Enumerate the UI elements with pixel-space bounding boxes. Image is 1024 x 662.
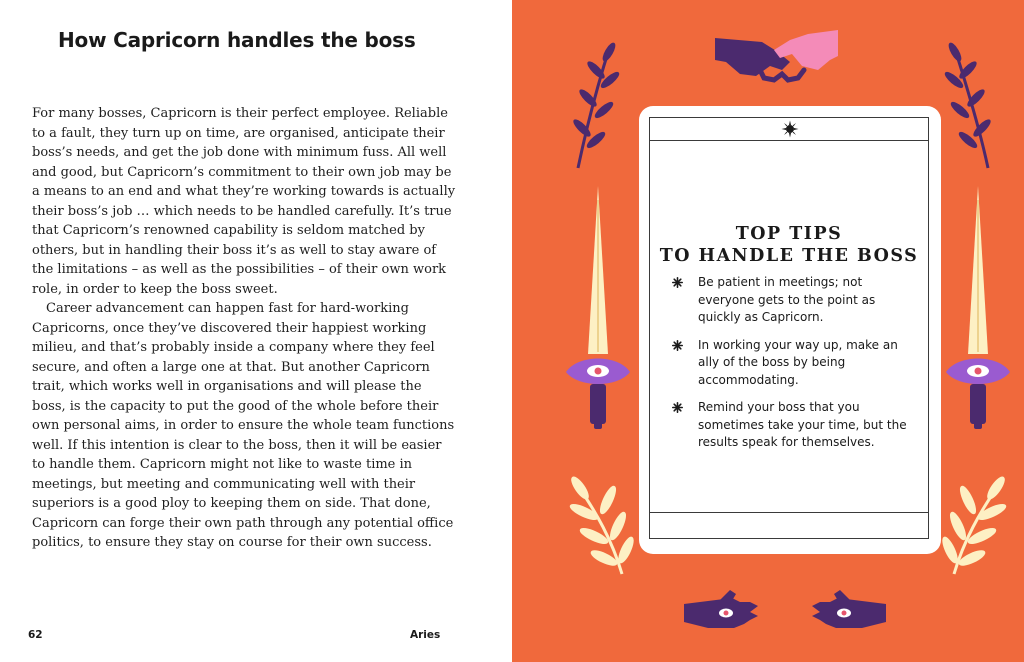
card-bottom-rule [650, 512, 928, 513]
hand-with-eye-icon [812, 590, 886, 628]
tip-text: Remind your boss that you sometimes take your time, but the results speak for themselves. [698, 400, 907, 449]
page-title: How Capricorn handles the boss [58, 28, 416, 52]
sun-icon [781, 120, 799, 138]
crescent-moon-icon [781, 520, 799, 538]
dagger-with-eye-icon [946, 186, 1010, 429]
right-page [512, 0, 1024, 662]
tip-text: In working your way up, make an ally of the boss by being accommodating. [698, 337, 898, 387]
tip-item [672, 337, 912, 390]
tips-list [672, 274, 912, 462]
starburst-bullet-icon [672, 402, 683, 413]
running-footer: Aries [410, 629, 441, 641]
tips-title-line1: TOP TIPS [735, 223, 843, 244]
body-paragraph: For many bosses, Capricorn is their perfect employee. Reliable to a fault, they turn up on time, are organised, anticipate their boss’s needs, and get the job done with minimum fuss. All well and good, but Capricorn’s commitment to their own job may be a means to an end and what they’re working towards is actually their boss’s job … which needs to be handled carefully. It’s true that Capricorn’s renowned capability is seldom matched by others, but in handling their boss it’s as well to stay aware of the limitations – as well as the possibilities – of their own work role, in order to keep the boss sweet. [32, 106, 456, 297]
leaf-sprig-icon [943, 42, 992, 168]
starburst-bullet-icon [672, 277, 683, 288]
tips-title [650, 223, 928, 267]
fern-branch-icon [569, 475, 636, 574]
leaf-sprig-icon [572, 42, 621, 168]
tips-card [639, 106, 941, 554]
tips-card-frame [649, 117, 929, 539]
card-top-rule [650, 140, 928, 141]
tip-item [672, 399, 912, 452]
body-text [32, 104, 456, 553]
starburst-bullet-icon [672, 340, 683, 351]
tip-item [672, 274, 912, 327]
body-paragraph: Career advancement can happen fast for hard-working Capricorns, once they’ve discovered their happiest working milieu, and that’s probably inside a company where they feel secure, and often a large one at that. But another Capricorn trait, which works well in organisations and will please the boss, is the capacity to put the good of the whole before their own personal aims, in order to ensure the whole team functions well. If this intention is clear to the boss, then it will be easier to handle them. Capricorn might not like to waste time in meetings, but meeting and communicating well with their superiors is a good ploy to keeping them on side. That done, Capricorn can forge their own path through any potential office politics, to ensure they stay on course for their own success. [32, 301, 455, 550]
tip-text: Be patient in meetings; not everyone gets to the point as quickly as Capricorn. [698, 275, 876, 324]
fern-branch-icon [940, 475, 1007, 574]
dagger-with-eye-icon [566, 186, 630, 429]
page-number: 62 [28, 629, 43, 641]
hand-with-eye-icon [684, 590, 758, 628]
handshake-icon [715, 30, 838, 80]
tips-title-line2: TO HANDLE THE BOSS [659, 245, 919, 266]
